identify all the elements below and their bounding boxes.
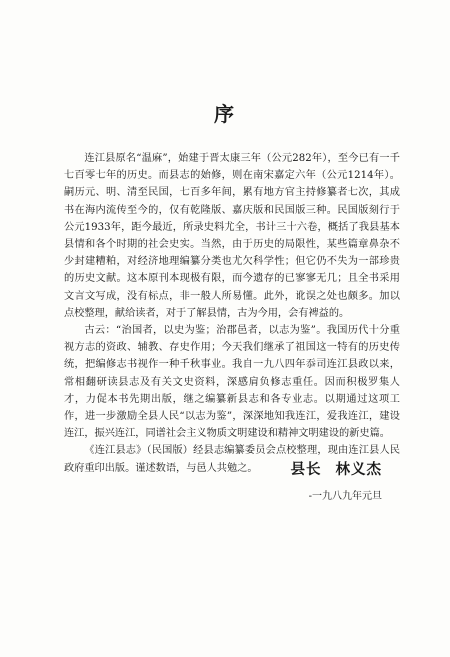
paragraph-2: 古云：“治国者，以史为鉴；治郡邑者，以志为鉴”。我国历代十分重视方志的资政、辅教、存史作用；今天我们继承了祖国这一特有的历史传统，把编修志书视作一种千秋事业。我自一九八四年忝司连江县政以来，常相翻研读县志及有关文史资料，深感肩负修志重任。因而积极罗集人才，力促本书先期出版，继之编纂新县志和各专业志。以期通过这项工作，进一步激励全县人民“以志为鉴”，深深地知我连江，爱我连江，建设连江，振兴连江，同谱社会主义物质文明建设和精神文明建设的新史篇。 [64, 325, 400, 440]
date-dash: - [308, 491, 312, 502]
preface-title: 序 [214, 102, 236, 126]
paragraph-3: 《连江县志》（民国版）经县志编纂委员会点校整理，现由连江县人民政府重印出版。谨述数语，与邑人共勉之。 [64, 445, 400, 474]
signature-date: -一九八九年元旦 [308, 491, 382, 502]
signature-name: 林义杰 [335, 461, 382, 478]
signature-block [291, 458, 383, 502]
signature-title: 县长 [290, 461, 322, 478]
signature-line [291, 458, 383, 479]
paragraph-1: 连江县原名“温麻”，始建于晋太康三年（公元282年），至今已有一千七百零七年的历史。而县志的始修，则在南宋嘉定六年（公元1214年）。嗣历元、明、清至民国，七百多年间，累有地方官主持修纂者七次，其成书在海内流传至今的，仅有乾隆版、嘉庆版和民国版三种。民国版刻行于公元1933年，距今最近，所录史料尤全，书计三十六卷，概括了我县基本县情和各个时期的社会史实。当然，由于历史的局限性，某些篇章鼻杂不少封建糟粕，对经济地理编纂分类也尤欠科学性；但它仍不失为一部珍贵的历史文献。这本原刊本现极有限，而今遗存的已寥寥无几；且全书采用文言文写成，没有标点，非一般人所易懂。此外，讹误之处也颇多。加以点校整理，献给读者，对于了解县情，古为今用，会有裨益的。 [64, 153, 400, 319]
preface-body [64, 150, 400, 477]
